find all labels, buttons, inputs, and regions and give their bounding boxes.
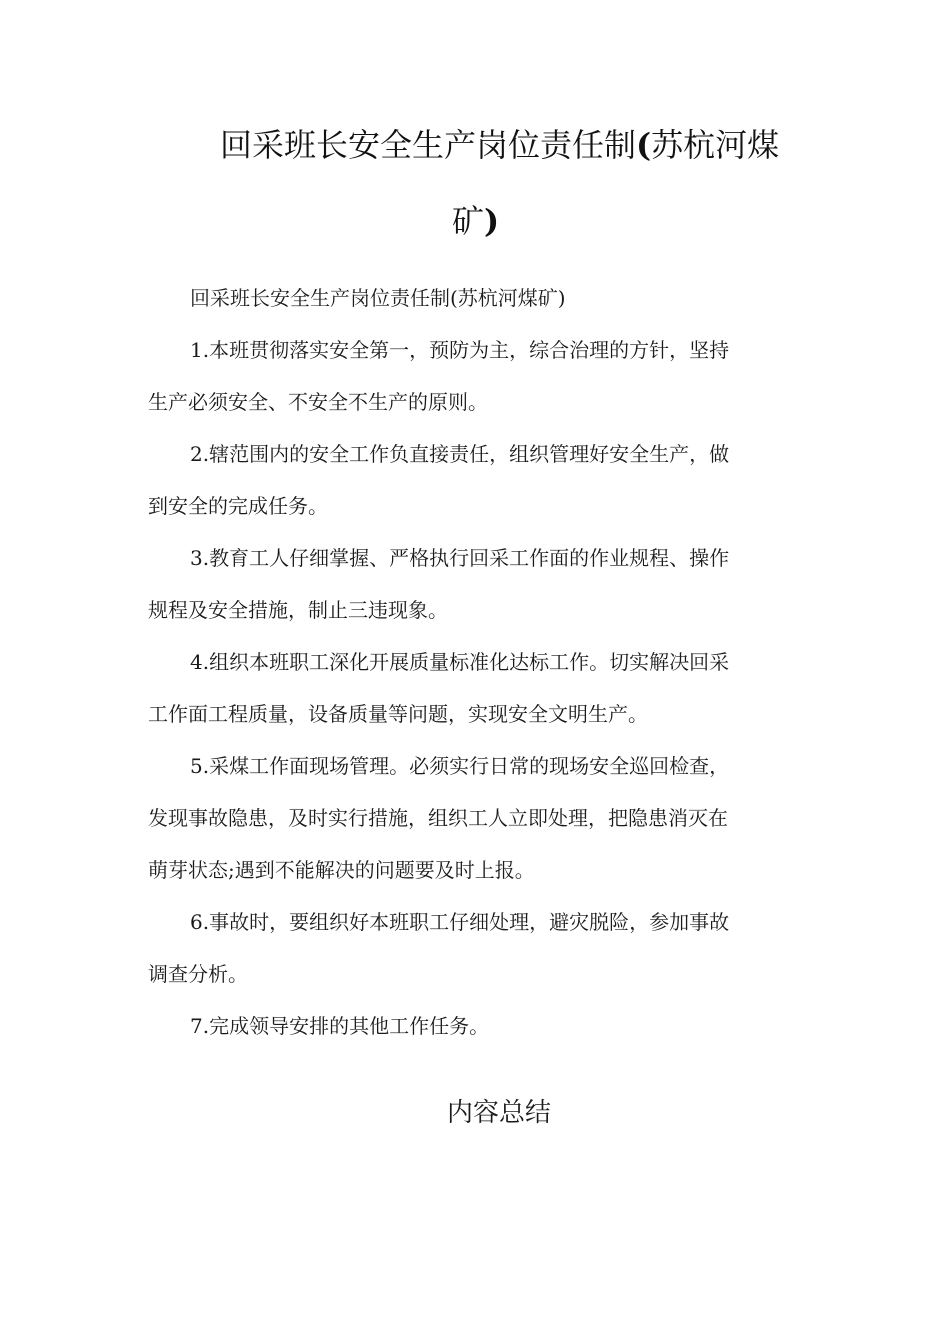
title-tail-text: 苏杭河煤 (651, 126, 780, 164)
title-close-paren: ) (484, 202, 500, 240)
paragraph-line: 3.教育工人仔细掌握、严格执行回采工作面的作业规程、操作 (190, 546, 730, 570)
paragraph-1 (148, 324, 798, 428)
paragraph-line: 5.采煤工作面现场管理。必须实行日常的现场安全巡回检查， (190, 754, 730, 778)
paragraph-line: 调查分析。 (148, 962, 248, 986)
paragraph-line: 规程及安全措施，制止三违现象。 (148, 598, 448, 622)
document-body (148, 272, 798, 1052)
paragraph-line: 6.事故时，要组织好本班职工仔细处理，避灾脱险，参加事故 (190, 910, 730, 934)
paragraph-line: 工作面工程质量，设备质量等问题，实现安全文明生产。 (148, 702, 648, 726)
paragraph-3 (148, 532, 798, 636)
document-subtitle: 回采班长安全生产岗位责任制(苏杭河煤矿) (190, 286, 566, 310)
paragraph-line: 2.辖范围内的安全工作负直接责任，组织管理好安全生产，做 (190, 442, 730, 466)
paragraph-6 (148, 896, 798, 1000)
paragraph-5 (148, 740, 798, 896)
title-open-paren: ( (636, 126, 652, 164)
paragraph-7 (148, 1000, 798, 1052)
paragraph-line: 发现事故隐患，及时实行措施，组织工人立即处理，把隐患消灭在 (148, 806, 728, 830)
summary-heading: 内容总结 (447, 1098, 552, 1128)
paragraph-line: 4.组织本班职工深化开展质量标准化达标工作。切实解决回采 (190, 650, 730, 674)
document-title-line-2 (452, 202, 950, 240)
paragraph-line: 1.本班贯彻落实安全第一，预防为主，综合治理的方针，坚持 (190, 338, 730, 362)
paragraph-line: 生产必须安全、不安全不生产的原则。 (148, 390, 488, 414)
paragraph-2 (148, 428, 798, 532)
paragraph-line: 7.完成领导安排的其他工作任务。 (190, 1014, 490, 1038)
title-continued-text: 矿 (452, 202, 485, 240)
paragraph-line: 萌芽状态;遇到不能解决的问题要及时上报。 (148, 858, 535, 882)
paragraph-4 (148, 636, 798, 740)
document-title-line-1 (220, 126, 940, 164)
paragraph-line: 到安全的完成任务。 (148, 494, 328, 518)
title-main-text: 回采班长安全生产岗位责任制 (220, 126, 637, 164)
